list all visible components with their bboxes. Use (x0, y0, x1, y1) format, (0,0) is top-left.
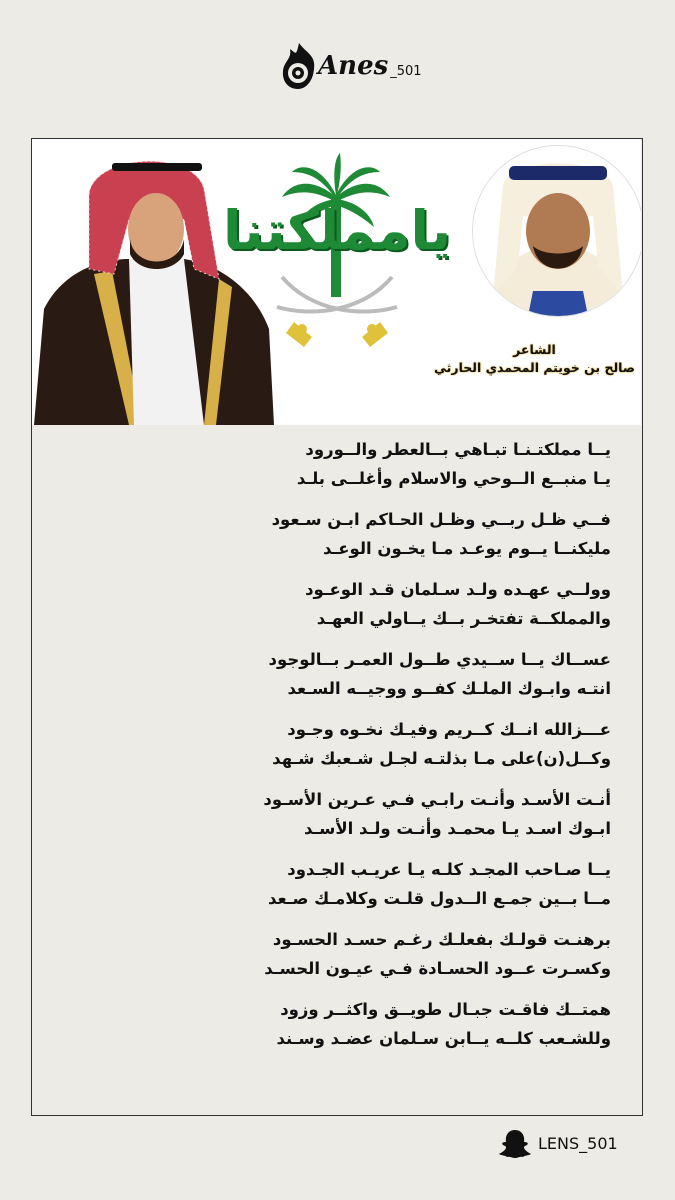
verse-line: عـــزالله انــك كــريم وفيـك نخـوه وجـود (287, 720, 611, 739)
poet-name: صالح بن خويتم المحمدي الحارثي (434, 360, 635, 375)
poem-card (31, 138, 643, 1116)
verse-line: مليكنــا يــوم يوعـد مـا يخـون الوعـد (323, 539, 611, 558)
snapchat-ghost-icon (498, 1128, 532, 1158)
verse-line: ابـوك اسـد يـا محمـد وأنـت ولـد الأسـد (303, 819, 611, 838)
stanza (32, 645, 641, 707)
verse-line: برهنـت قولـك بفعلـك رغـم حسـد الحسـود (272, 930, 611, 949)
verse-line: يــا صـاحب المجـد كلـه يـا عريـب الجـدود (287, 860, 611, 879)
flame-eye-icon (276, 41, 322, 91)
brand-logo (270, 36, 420, 96)
verse-line: عســاك يــا ســيدي طــول العمـر بــالوجود (268, 650, 611, 669)
poet-role: الشاعر (513, 342, 556, 357)
stanza (32, 995, 641, 1057)
verse-line: والمملكــة تفتخـر بــك يــاولي العهـد (316, 609, 611, 628)
stanza (32, 715, 641, 777)
verse-line: همتــك فاقـت جبـال طويــق واكثــر وزود (280, 1000, 611, 1019)
portrait-right (472, 145, 641, 317)
stanza (32, 435, 641, 497)
verse-line: وللشـعب كلــه يــابن سـلمان عضـد وسـند (276, 1029, 611, 1048)
header-banner (32, 139, 641, 425)
footer-handle-text: LENS_501 (538, 1133, 618, 1153)
banner-title: يامملكتنا (223, 199, 451, 262)
verse-line: يــا مملكتـنـا تبـاهي بــالعطر والــورود (305, 440, 611, 459)
poet-caption (432, 341, 637, 377)
verse-line: وكسـرت عــود الحسـادة فـي عيـون الحسـد (264, 959, 611, 978)
stanza (32, 925, 641, 987)
stanza (32, 785, 641, 847)
verse-line: انتـه وابـوك الملـك كفــو ووجيــه السـعد (287, 679, 611, 698)
footer-handle (498, 1128, 618, 1158)
verse-line: وولــي عهـده ولـد سـلمان قـد الوعـود (305, 580, 611, 599)
verse-line: وكــل(ن)على مـا بذلتـه لجـل شـعبك شـهد (272, 749, 611, 768)
brand-name: Anes (318, 51, 389, 81)
stanza (32, 575, 641, 637)
stanza (32, 855, 641, 917)
verse-line: أنـت الأسـد وأنـت رابـي فـي عـرين الأسـود (263, 790, 611, 809)
stanza (32, 505, 641, 567)
verse-line: يـا منبــع الــوحي والاسلام وأغلــى بلـد (296, 469, 611, 488)
verse-line: فــي ظـل ربــي وظـل الحـاكم ابـن سـعود (271, 510, 611, 529)
poem-body (32, 435, 641, 1065)
verse-line: مــا بــين جمـع الــدول قلـت وكلامـك صـعد (268, 889, 611, 908)
brand-handle: _501 (390, 63, 422, 79)
